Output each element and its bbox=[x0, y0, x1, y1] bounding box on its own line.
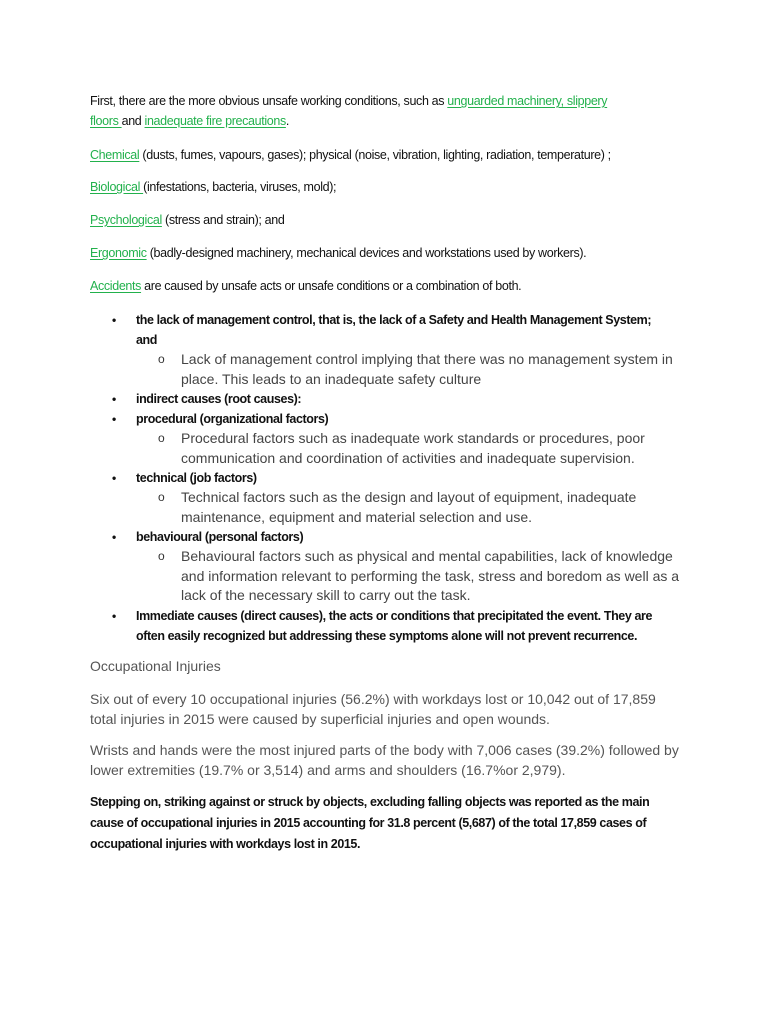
accidents-text: are caused by unsafe acts or unsafe conditions or a combination of both. bbox=[141, 279, 522, 293]
list-item bbox=[90, 527, 690, 547]
link-inadequate-fire-precautions[interactable]: inadequate fire precautions bbox=[144, 114, 286, 128]
cause-procedural-detail: Procedural factors such as inadequate work standards or procedures, poor communication and coordination of activities and inadequate supervision. bbox=[181, 430, 645, 466]
intro-and: and bbox=[121, 114, 145, 128]
intro-line-1 bbox=[90, 94, 607, 108]
cause-indirect: indirect causes (root causes): bbox=[136, 392, 302, 406]
cause-procedural: procedural (organizational factors) bbox=[136, 412, 329, 426]
hazard-psychological bbox=[90, 213, 284, 227]
hazard-ergonomic bbox=[90, 246, 586, 260]
section-heading: Occupational Injuries bbox=[90, 658, 221, 674]
intro-line-2 bbox=[90, 114, 289, 128]
hazard-chemical-text: (dusts, fumes, vapours, gases); physical (noise, vibration, lighting, radiation, temperature) ; bbox=[139, 148, 611, 162]
link-ergonomic[interactable]: Ergonomic bbox=[90, 246, 147, 260]
hazard-ergonomic-text: (badly-designed machinery, mechanical devices and workstations used by workers). bbox=[146, 246, 587, 260]
link-psychological[interactable]: Psychological bbox=[90, 213, 162, 227]
injuries-paragraph-2: Wrists and hands were the most injured parts of the body with 7,006 cases (39.2%) followed by lower extremities (19.7% or 3,514) and arms and shoulders (16.7%or 2,979). bbox=[90, 742, 679, 778]
bullet-icon: • bbox=[112, 608, 116, 623]
sub-bullet-icon: o bbox=[158, 549, 165, 563]
list-item bbox=[90, 389, 690, 409]
bullet-icon: • bbox=[112, 313, 116, 327]
sub-bullet-icon: o bbox=[158, 490, 165, 504]
list-item bbox=[90, 606, 676, 646]
cause-lack-mgmt-detail: Lack of management control implying that there was no management system in place. This leads to an inadequate safety culture bbox=[181, 351, 673, 387]
list-subitem bbox=[90, 429, 681, 468]
intro-prefix: First, there are the more obvious unsafe working conditions, such as bbox=[90, 94, 448, 108]
causes-list bbox=[90, 310, 690, 646]
bullet-icon: • bbox=[112, 412, 116, 426]
list-subitem bbox=[90, 547, 681, 606]
cause-behavioural: behavioural (personal factors) bbox=[136, 530, 304, 544]
bullet-icon: • bbox=[112, 471, 116, 485]
link-chemical[interactable]: Chemical bbox=[90, 148, 140, 162]
hazard-biological bbox=[90, 180, 336, 194]
link-slippery-floors[interactable]: floors bbox=[90, 114, 122, 128]
sub-bullet-icon: o bbox=[158, 431, 165, 445]
list-subitem bbox=[90, 488, 681, 527]
bullet-icon: • bbox=[112, 530, 116, 544]
injuries-paragraph-3: Stepping on, striking against or struck by objects, excluding falling objects was reported as the main cause of occupational injuries in 2015 accounting for 31.8 percent (5,687) of the total 17,859 cases of occupational injuries with workdays lost in 2015. bbox=[90, 795, 650, 851]
bullet-icon: • bbox=[112, 392, 116, 406]
link-biological[interactable]: Biological bbox=[90, 180, 144, 194]
accidents-line bbox=[90, 279, 521, 293]
intro-suffix: . bbox=[285, 114, 290, 128]
cause-technical: technical (job factors) bbox=[136, 471, 257, 485]
list-item bbox=[90, 310, 656, 350]
list-subitem bbox=[90, 350, 681, 389]
link-unguarded-machinery[interactable]: unguarded machinery, slippery bbox=[447, 94, 608, 108]
cause-behavioural-detail: Behavioural factors such as physical and mental capabilities, lack of knowledge and information relevant to performing the task, stress and boredom as well as a lack of the necessary skill to carry out the task. bbox=[181, 548, 680, 603]
cause-technical-detail: Technical factors such as the design and layout of equipment, inadequate maintenance, equipment and material selection and use. bbox=[181, 489, 637, 525]
sub-bullet-icon: o bbox=[158, 352, 165, 366]
injuries-paragraph-1: Six out of every 10 occupational injuries (56.2%) with workdays lost or 10,042 out of 17,859 total injuries in 2015 were caused by superficial injuries and open wounds. bbox=[90, 691, 656, 727]
link-accidents[interactable]: Accidents bbox=[90, 279, 142, 293]
list-item bbox=[90, 409, 690, 429]
hazard-psychological-text: (stress and strain); and bbox=[161, 213, 285, 227]
cause-immediate: Immediate causes (direct causes), the acts or conditions that precipitated the event. They are often easily recognized but addressing these symptoms alone will not prevent recurrence. bbox=[136, 608, 653, 643]
cause-lack-mgmt: the lack of management control, that is, the lack of a Safety and Health Management System; and bbox=[136, 313, 652, 347]
hazard-chemical bbox=[90, 148, 611, 162]
list-item bbox=[90, 468, 690, 488]
hazard-biological-text: (infestations, bacteria, viruses, mold); bbox=[143, 180, 337, 194]
